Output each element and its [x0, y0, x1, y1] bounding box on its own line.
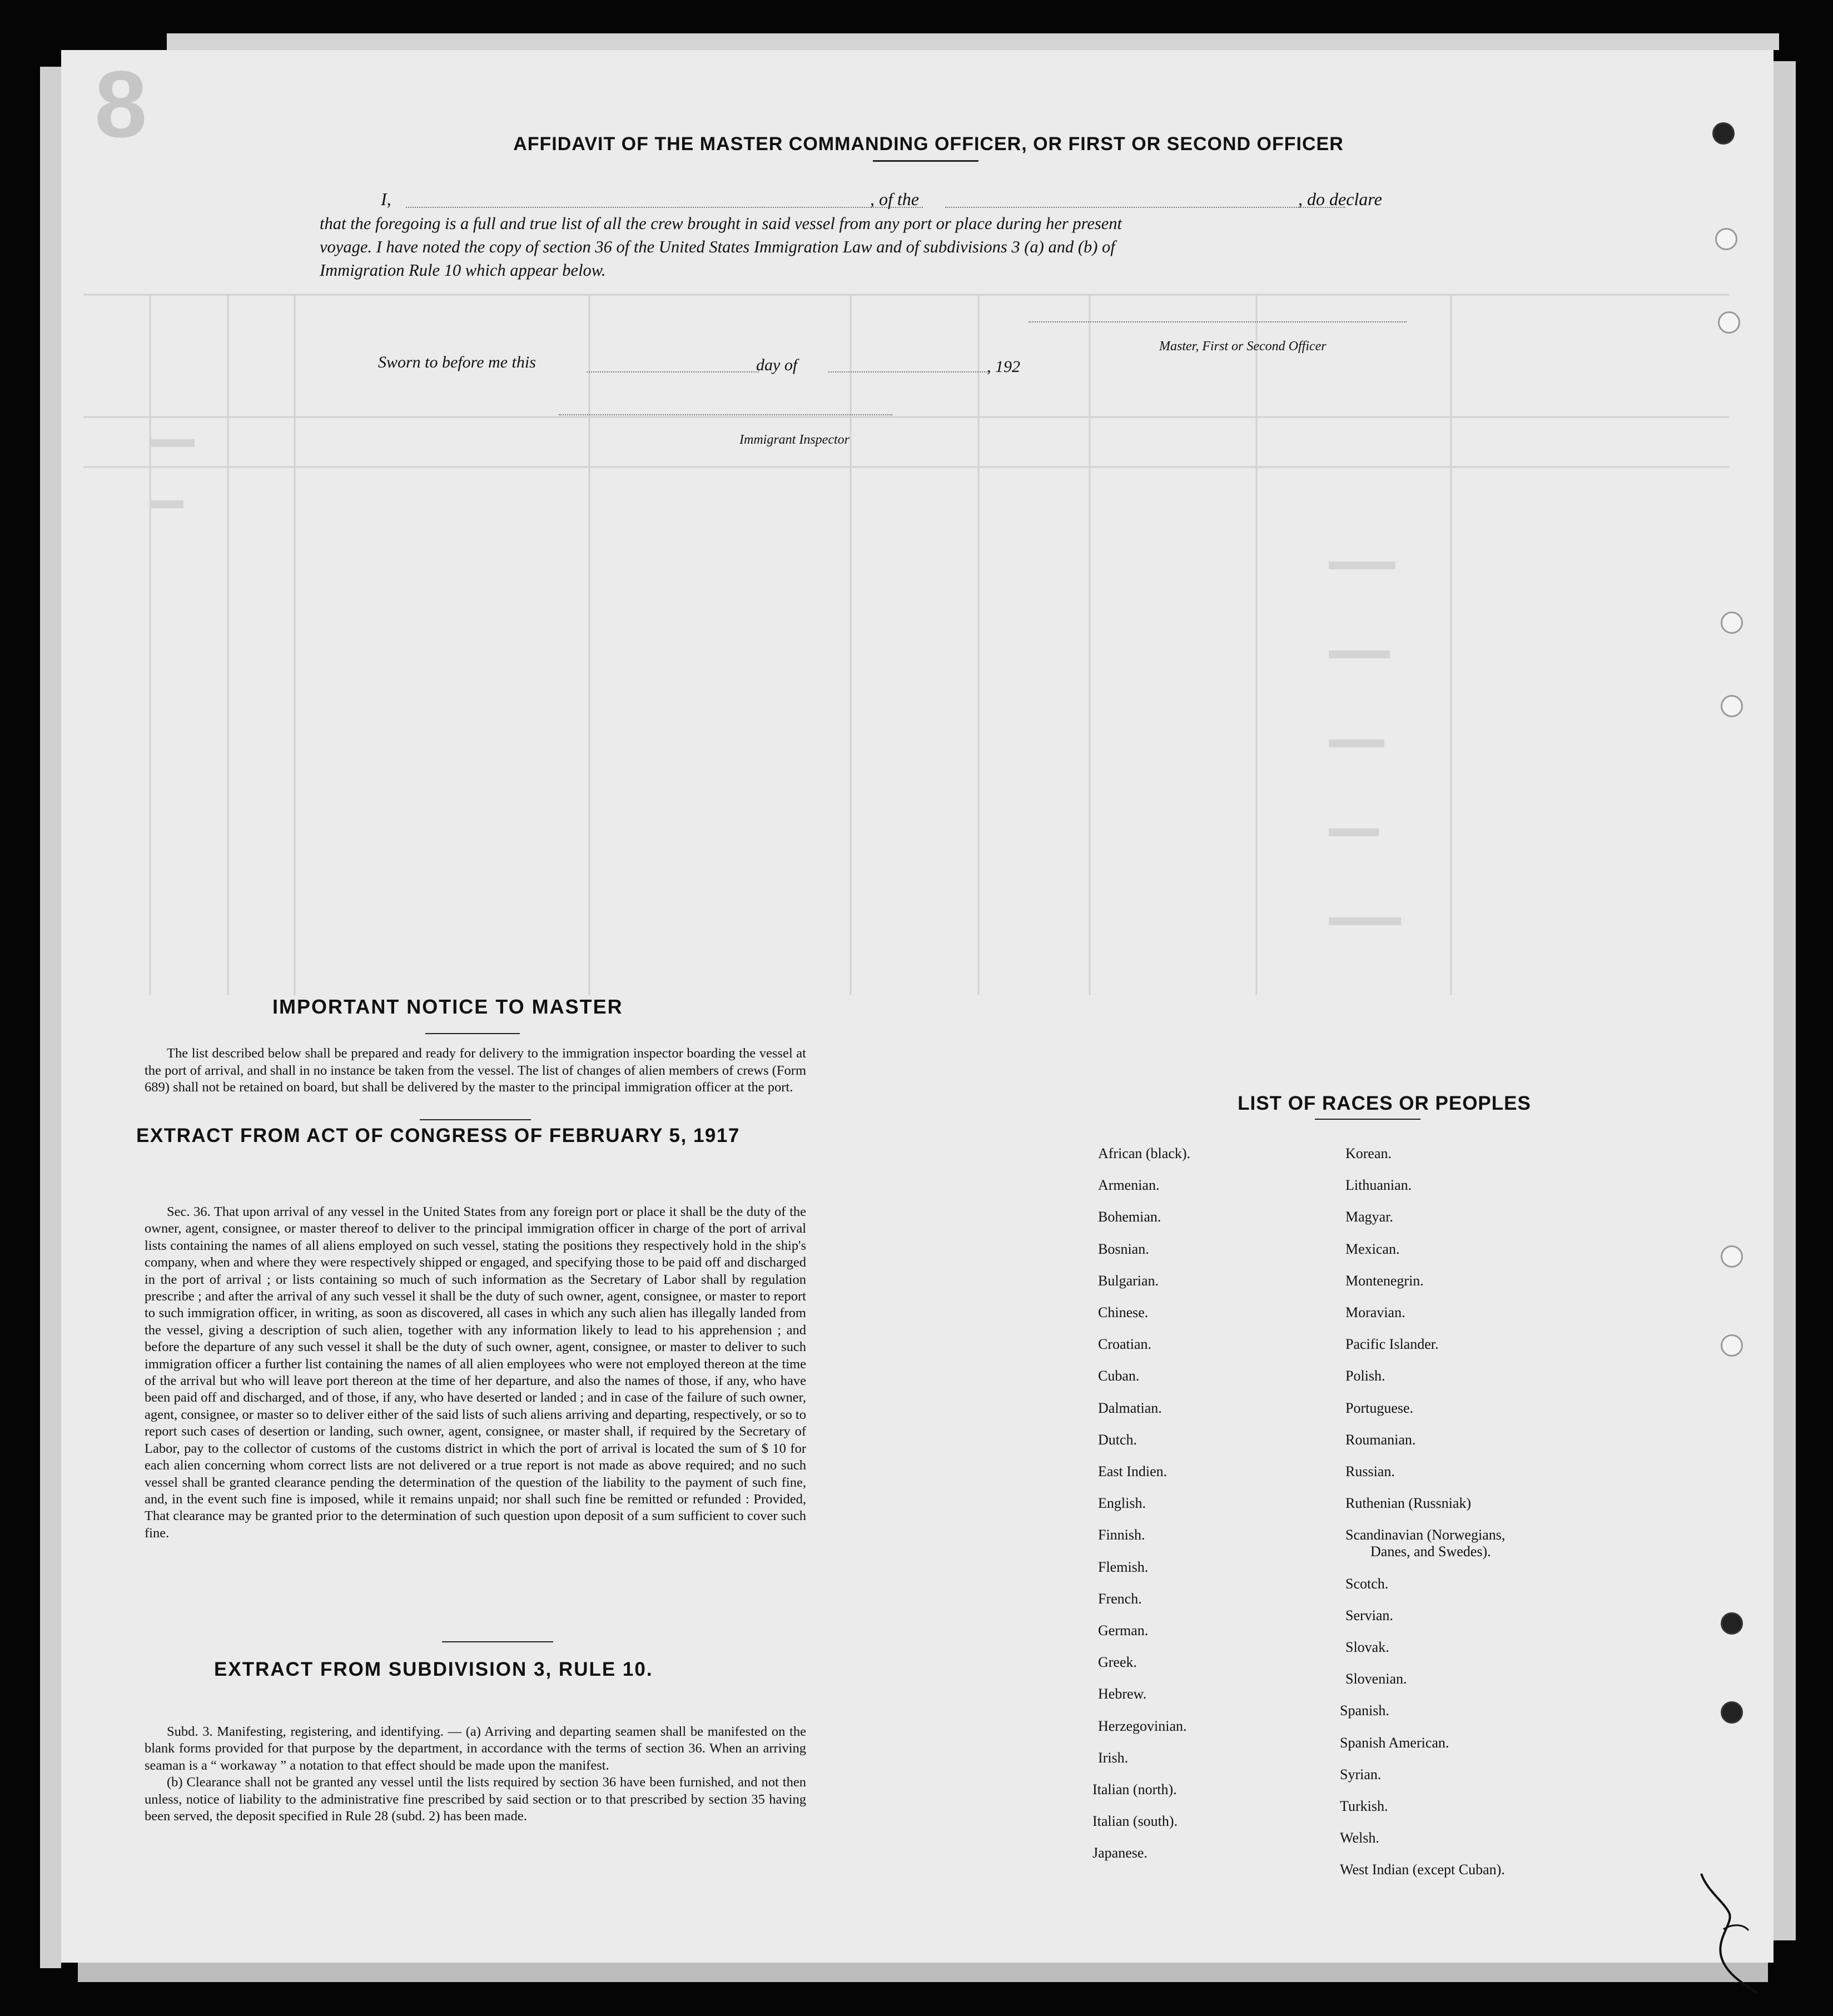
race-item: Bohemian. — [1098, 1209, 1161, 1225]
race-item: West Indian (except Cuban). — [1340, 1861, 1505, 1878]
race-item: Slovak. — [1345, 1639, 1389, 1655]
race-item: Danes, and Swedes). — [1370, 1543, 1491, 1560]
race-item: Croatian. — [1098, 1336, 1152, 1353]
race-item: Armenian. — [1098, 1177, 1160, 1194]
affidavit-line-2: that the foregoing is a full and true list of all the crew brought in said vessel from any port or place during her present — [320, 214, 1122, 233]
act-text-block — [145, 1204, 806, 1542]
punch-hole — [1721, 695, 1743, 717]
race-item: Moravian. — [1345, 1304, 1405, 1320]
race-item: Ruthenian (Russniak) — [1345, 1495, 1472, 1512]
race-item: Bosnian. — [1098, 1240, 1149, 1257]
sworn-date-blank — [587, 371, 759, 373]
race-item: English. — [1098, 1495, 1146, 1512]
race-item: German. — [1098, 1622, 1149, 1638]
affidavit-line-4: Immigration Rule 10 which appear below. — [320, 261, 606, 280]
race-item: Spanish. — [1340, 1702, 1389, 1719]
punch-hole — [1721, 1334, 1743, 1357]
bleed-through-letter: 8 — [95, 52, 147, 157]
race-item: Spanish American. — [1340, 1734, 1449, 1751]
notice-title: IMPORTANT NOTICE TO MASTER — [272, 995, 623, 1018]
punch-hole — [1721, 1245, 1743, 1268]
race-item: Irish. — [1098, 1749, 1129, 1766]
race-item: Slovenian. — [1345, 1671, 1407, 1687]
underlying-sheet-left-edge — [40, 67, 61, 1968]
inspector-signature-line — [559, 414, 892, 415]
rule-title: EXTRACT FROM SUBDIVISION 3, RULE 10. — [214, 1659, 653, 1680]
race-item: Welsh. — [1340, 1830, 1379, 1846]
race-item: Hebrew. — [1098, 1686, 1147, 1702]
race-item: Syrian. — [1340, 1766, 1382, 1782]
name-blank — [406, 207, 923, 208]
act-rule — [442, 1641, 553, 1642]
races-title-rule — [1315, 1119, 1420, 1120]
race-item: Polish. — [1345, 1368, 1385, 1384]
inspector-signature-label: Immigrant Inspector — [739, 433, 850, 447]
punch-hole — [1721, 1612, 1743, 1635]
notice-title-rule — [425, 1033, 520, 1034]
race-item: Pacific Islander. — [1345, 1336, 1439, 1353]
rule-paragraph-b: (b) Clearance shall not be granted any vessel until the lists required by section 36 have been furnished, and not then unless, notice of liability to the administrative fine prescribed by said section or to that prescribed by section 35 having been served, the deposit specified in Rule 28 (subd. 2) has been made. — [145, 1775, 806, 1824]
notice-text: The list described below shall be prepared and ready for delivery to the immigration inspector boarding the vessel at the port of arrival, and shall in no instance be taken from the vessel. The list of changes of alien members of crews (Form 689) shall not be retained on board, but shall be delivered by the master to the principal immigration officer at the port. — [145, 1046, 806, 1095]
race-item: French. — [1098, 1590, 1142, 1607]
punch-hole — [1715, 228, 1737, 250]
race-item: Montenegrin. — [1345, 1272, 1424, 1289]
race-item: Bulgarian. — [1098, 1272, 1159, 1289]
race-item: Servian. — [1345, 1607, 1393, 1623]
race-item: Cuban. — [1098, 1368, 1140, 1384]
punch-hole — [1721, 612, 1743, 634]
race-item: Herzegovinian. — [1098, 1717, 1187, 1734]
race-item: Portuguese. — [1345, 1399, 1414, 1416]
punch-hole — [1721, 1701, 1743, 1724]
race-item: Lithuanian. — [1345, 1177, 1412, 1194]
vessel-blank — [945, 207, 1345, 208]
sworn-text: Sworn to before me this — [378, 353, 536, 371]
notice-rule — [420, 1119, 531, 1120]
act-text: Sec. 36. That upon arrival of any vessel in the United States from any foreign port or place it shall be the duty of the owner, agent, consignee, or master thereof to deliver to the principal immigration officer in charge of the port of arrival lists containing the names of all aliens employed on such vessel, stating the positions they respectively hold in the ship's company, when and where they were respectively shipped or engaged, and specifying those to be paid off and discharged in the port of arrival ; or lists containing so much of such information as the Secretary of Labor shall by regulation prescribe ; and after the arrival of any such vessel it shall be the duty of such owner, agent, consignee, or master to report to such immigration officer, in writing, as soon as discovered, all cases in which any such alien has illegally landed from the vessel, giving a description of such alien, together with any information likely to lead to his apprehension ; and before the departure of any such vessel it shall be the duty of such owner, agent, consignee, or master to deliver to such immigration officer a further list containing the names of all alien employees who were not employed thereon at the time of the arrival but who will leave port thereon at the time of her departure, and also the names of those, if any, who have been paid off and discharged, and of those, if any, who have deserted or landed ; and in case of the failure of such owner, agent, consignee, or master so to deliver either of the said lists of such aliens arriving and departing, respectively, or so to report such cases of desertion or landing, such owner, agent, consignee, or master shall, if required by the Secretary of Labor, pay to the collector of customs of the customs district in which the port of arrival is located the sum of $ 10 for each alien concerning whom correct lists are not delivered or a true report is not made as above required; and no such vessel shall be granted clearance pending the determination of the question of the liability to the payment of such fine, and, in the event such fine is imposed, while it remains unpaid; nor shall such fine be remitted or refunded : Provided, That clearance may be granted prior to the determination of such question upon deposit of a sum sufficient to cover such fine. — [145, 1204, 806, 1541]
affidavit-line-3: voyage. I have noted the copy of section 36 of the United States Immigration Law and of subdivisions 3 (a) and (b) of — [320, 237, 1115, 256]
affidavit-declare: , do declare — [1298, 189, 1382, 209]
master-signature-label: Master, First or Second Officer — [1159, 339, 1327, 354]
underlying-sheet-top-edge — [167, 33, 1779, 50]
act-title: EXTRACT FROM ACT OF CONGRESS OF FEBRUARY 5, 1917 — [136, 1125, 740, 1146]
affidavit-title: AFFIDAVIT OF THE MASTER COMMANDING OFFICER, OR FIRST OR SECOND OFFICER — [513, 133, 1344, 155]
race-item: Italian (south). — [1092, 1813, 1178, 1830]
race-item: Turkish. — [1340, 1798, 1388, 1814]
race-item: Dutch. — [1098, 1431, 1137, 1448]
affidavit-title-rule — [873, 160, 978, 162]
race-item: Scandinavian (Norwegians, — [1345, 1527, 1506, 1543]
race-item: Finnish. — [1098, 1527, 1145, 1543]
race-item: Magyar. — [1345, 1209, 1393, 1225]
race-item: Korean. — [1345, 1145, 1392, 1161]
punch-hole — [1712, 122, 1735, 145]
race-item: Scotch. — [1345, 1575, 1389, 1592]
race-item: Flemish. — [1098, 1558, 1149, 1575]
year-text: , 192 — [987, 357, 1020, 376]
affidavit-i: I, — [381, 189, 391, 209]
race-item: Dalmatian. — [1098, 1399, 1162, 1416]
races-title: LIST OF RACES OR PEOPLES — [1238, 1093, 1531, 1114]
underlying-sheet-right-edge — [1774, 61, 1796, 1940]
race-item: Greek. — [1098, 1654, 1137, 1671]
race-item: Mexican. — [1345, 1240, 1400, 1257]
race-item: African (black). — [1098, 1145, 1191, 1161]
race-item: Japanese. — [1092, 1845, 1148, 1861]
race-item: Russian. — [1345, 1463, 1395, 1479]
master-signature-line — [1029, 321, 1407, 322]
race-item: Chinese. — [1098, 1304, 1149, 1320]
race-item: Roumanian. — [1345, 1431, 1416, 1448]
race-item: East Indien. — [1098, 1463, 1168, 1479]
affidavit-of-the: , of the — [870, 189, 919, 209]
rule-text-block — [145, 1724, 806, 1825]
day-of-text: day of — [756, 356, 798, 374]
document-page — [61, 50, 1774, 1963]
underlying-sheet-bottom-edge — [78, 1963, 1768, 1982]
sworn-month-blank — [828, 371, 990, 373]
punch-hole — [1718, 311, 1740, 334]
race-item: Italian (north). — [1092, 1781, 1177, 1797]
notice-text-block — [145, 1045, 806, 1096]
rule-paragraph-a: Subd. 3. Manifesting, registering, and identifying. — (a) Arriving and departing seamen shall be manifested on the blank forms provided for that purpose by the department, in accordance with the terms of section 36. When an arriving seaman is a “ workaway ” a notation to that effect should be made upon the manifest. — [145, 1724, 806, 1773]
handwritten-mark — [1690, 1868, 1779, 2002]
